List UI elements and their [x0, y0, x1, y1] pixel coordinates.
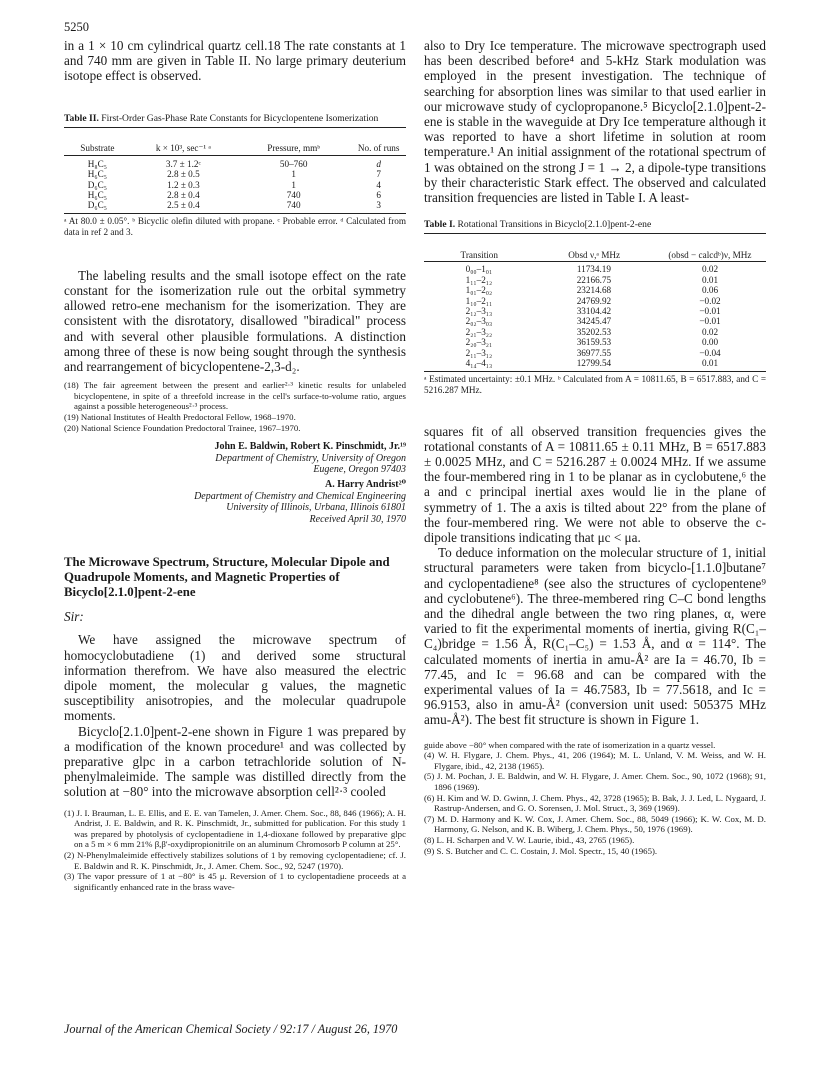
footnote: (8) L. H. Scharpen and V. W. Laurie, ibid., 43, 2765 (1965).: [424, 834, 635, 845]
footnote: (20) National Science Foundation Predoctoral Trainee, 1967–1970.: [64, 422, 301, 433]
table-cell: −0.04: [699, 347, 721, 358]
received-date: Received April 30, 1970: [309, 513, 406, 525]
table-cell: 2₀₂–3₀₃: [465, 316, 493, 327]
table-cell: D₆C₅: [87, 200, 107, 211]
author-signature: [64, 441, 406, 525]
table-row: [424, 358, 766, 368]
table-cell: −0.01: [699, 316, 721, 327]
table-cell: 0.02: [701, 264, 719, 275]
table-cell: −0.02: [699, 295, 721, 306]
table-2-grid: [64, 130, 406, 154]
table-cell: 4₁₄–4₁₃: [465, 358, 493, 369]
paragraph: Bicyclo[2.1.0]pent-2-ene shown in Figure 1 was prepared by a modification of the known procedure¹ and was collected by preparative glpc in a carbon tetrachloride solution of N-phenylmaleimide. The sample was distilled directly from the solution at −80° into the microwave absorption cell²·³ cooled: [64, 723, 406, 800]
table-2-caption: First-Order Gas-Phase Rate Constants for Bicyclopentene Isomerization: [101, 112, 379, 124]
table-cell: 12799.54: [576, 358, 612, 369]
table-2-body: [64, 159, 406, 211]
table-cell: H₆C₅: [87, 169, 107, 180]
table-1-header: Transition: [460, 250, 498, 261]
journal-footer: Journal of the American Chemical Society / 92:17 / August 26, 1970: [64, 1022, 398, 1036]
table-cell: 22166.75: [576, 274, 612, 285]
signature-place: Eugene, Oregon 97403: [313, 464, 406, 476]
footnote: (7) M. D. Harmony and K. W. Cox, J. Amer. Chem. Soc., 88, 5049 (1966); K. W. Cox, M. D. Harmony, G. Nelson, and K. B. Wiberg, J. Chem. Phys., 50, 1976 (1969).: [424, 813, 766, 835]
signature-dept: Department of Chemistry, University of Oregon: [215, 452, 406, 464]
table-cell: 1₀₁–2₀₂: [465, 285, 493, 296]
table-1-body: [424, 264, 766, 368]
table-row: [424, 264, 766, 274]
table-cell: 0.01: [701, 358, 719, 369]
footnote: (1) J. I. Brauman, L. E. Ellis, and E. E. van Tamelen, J. Amer. Chem. Soc., 88, 846 (1966); A. H. Andrist, J. E. Baldwin, and R. K. Pinschmidt, Jr., submitted for publication. For this study 1 was prepared by photolysis of cyclopentadiene in 1,4-dioxane followed by preparative glpc on a 5 m × 6 mm 21% β,β'-oxydipropionitrile on an aluminum Chromosorb P column at 25°.: [64, 807, 406, 850]
table-cell: 3.7 ± 1.2ᶜ: [165, 158, 201, 169]
table-2: [64, 113, 406, 238]
table-cell: 1: [291, 169, 296, 180]
table-row: [424, 316, 766, 326]
table-1-header: (obsd − calcdᵇ)ν, MHz: [668, 250, 752, 261]
table-1-caption: Rotational Transitions in Bicyclo[2.1.0]pent-2-ene: [457, 219, 652, 231]
table-cell: 0.06: [701, 285, 719, 296]
table-cell: 35202.53: [576, 326, 612, 337]
intro-paragraph: in a 1 × 10 cm cylindrical quartz cell.18 The rate constants at 1 and 740 mm are given in Table II. No large primary deuterium isotope effect is observed.: [64, 38, 406, 84]
table-cell: 1₁₁–2₁₂: [465, 274, 493, 285]
table-2-header: k × 10³, sec⁻¹ ᵃ: [155, 143, 211, 154]
paragraph: To deduce information on the molecular structure of 1, initial structural parameters were taken from bicyclo-[1.1.0]butane⁷ and cyclopentadiene⁸ (see also the structures of cyclopentene⁹ and cyclobutene⁶). The three-membered ring C–C bond lengths and the dihedral angle between the two ring planes, α, were varied to fit the experimental moments of inertia, giving R(C₁–C₄)bridge = 1.56 Å, R(C₁–C₅) = 1.53 Å, and α = 114°. The calculated moments of inertia in amu-Å² are Ia = 46.70, Ib = 77.45, and Ic = 96.68 and can be compared with the experimental values of Ia = 46.7583, Ib = 77.5618, and Ic = 96.9153, also in amu-Å² (conversion unit used: 505375 MHz amu-Å²). The best fit structure is shown in Figure 1.: [424, 545, 766, 728]
paragraph: We have assigned the microwave spectrum of homocyclobutadiene (1) and derived some structural information therefrom. We have also measured the electric dipole moment, the molecular g values, the magnetic susceptibility anisotropies, and the molecular quadrupole moments.: [64, 632, 406, 724]
page-number: 5250: [64, 20, 89, 34]
table-cell: d: [376, 158, 381, 169]
table-cell: 3: [376, 200, 381, 211]
footnote: (18) The fair agreement between the present and earlier²·³ kinetic results for unlabeled bicyclopentene, in spite of a threefold increase in the cell's surface-to-volume ratio, argues against a possible heterogeneous²·³ process.: [64, 380, 406, 412]
footnote: (19) National Institutes of Health Predoctoral Fellow, 1968–1970.: [64, 412, 296, 423]
table-1-footnote: ᵃ Estimated uncertainty: ±0.1 MHz. ᵇ Calculated from A = 10811.65, B = 6517.883, and C = 5216.287 MHz.: [424, 373, 766, 395]
table-cell: 33104.42: [576, 306, 612, 317]
table-cell: 740: [286, 190, 301, 201]
table-cell: 2₁₂–3₁₃: [465, 306, 493, 317]
table-row: [424, 327, 766, 337]
table-cell: 34245.47: [576, 316, 612, 327]
salutation: Sir:: [64, 609, 84, 625]
table-cell: 0₀₀–1₀₁: [465, 264, 493, 275]
table-cell: H₈C₅: [87, 158, 107, 169]
table-1: [424, 219, 766, 395]
footnote: (2) N-Phenylmaleimide effectively stabilizes solutions of 1 by removing cyclopentadiene; cf. J. E. Baldwin and R. K. Pinschmidt, Jr., J. Amer. Chem. Soc., 92, 5247 (1970).: [64, 849, 406, 871]
table-cell: 740: [286, 200, 301, 211]
signature-authors: John E. Baldwin, Robert K. Pinschmidt, Jr.¹⁹: [214, 441, 406, 453]
labeling-paragraph: The labeling results and the small isotope effect on the rate constant for the isomerization rule out the orbital symmetry allowed retro-ene mechanism for the isomerization. They are consistent with the disrotatory, disallowed "biradical" process and with several other plausible formulations. A distinction among three of these is now being sought through the synthesis and rearrangement of bicyclopentene-2,3-d₂.: [64, 267, 406, 375]
table-cell: 1₁₀–2₁₁: [465, 295, 493, 306]
table-1-header: Obsd ν,ᵃ MHz: [568, 250, 621, 261]
signature-dept: Department of Chemistry and Chemical Engineering: [194, 490, 406, 502]
table-row: [64, 159, 406, 169]
paragraph: squares fit of all observed transition frequencies gives the rotational constants of A = 10811.65 ± 0.11 MHz, B = 6517.883 ± 0.0025 MHz, and C = 5216.287 ± 0.0024 MHz. If we assume the four-membered ring in 1 to be planar as in cyclobutene,⁶ the a and c principal inertial axes would lie in the plane of symmetry of 1. The a axis is tilted about 22° from the plane of the four-membered ring. We were not able to observe the c-dipole transitions indicating that μc < μa.: [424, 423, 766, 545]
left-column: [64, 38, 406, 892]
footnotes-bottom: [64, 808, 406, 893]
footnotes-top: [64, 380, 406, 433]
table-2-header: Pressure, mmᵇ: [267, 143, 321, 154]
table-cell: 4: [376, 179, 381, 190]
table-row: [64, 180, 406, 190]
table-cell: 2.5 ± 0.4: [167, 200, 200, 211]
signature-authors: A. Harry Andrist²⁰: [325, 479, 406, 491]
table-cell: 50–760: [279, 158, 308, 169]
table-cell: 36977.55: [576, 347, 612, 358]
table-cell: 0.01: [701, 274, 719, 285]
table-row: [424, 285, 766, 295]
table-2-footnote: ᵃ At 80.0 ± 0.05°. ᵇ Bicyclic olefin diluted with propane. ᶜ Probable error. ᵈ Calculated from data in ref 2 and 3.: [64, 215, 406, 237]
table-cell: 2₂₀–3₂₁: [465, 337, 493, 348]
table-cell: 36159.53: [576, 337, 612, 348]
table-row: [64, 200, 406, 210]
table-row: [424, 275, 766, 285]
table-2-header: No. of runs: [357, 143, 400, 154]
footnote: (3) The vapor pressure of 1 at −80° is 45 μ. Reversion of 1 to cyclopentadiene proceeds at a significantly enhanced rate in the brass wave-: [64, 871, 406, 892]
table-row: [424, 306, 766, 316]
table-2-header: Substrate: [80, 143, 115, 154]
table-cell: 0.02: [701, 326, 719, 337]
table-row: [424, 296, 766, 306]
table-cell: 24769.92: [576, 295, 612, 306]
table-cell: 2.8 ± 0.5: [167, 169, 200, 180]
table-cell: 2.8 ± 0.4: [167, 190, 200, 201]
signature-place: University of Illinois, Urbana, Illinois 61801: [226, 502, 406, 514]
table-cell: −0.01: [699, 306, 721, 317]
footnotes-right: [424, 740, 766, 857]
footnote: (9) S. S. Butcher and C. C. Costain, J. Mol. Spectr., 15, 40 (1965).: [424, 845, 658, 856]
table-1-label: Table I.: [424, 219, 456, 231]
table-cell: 7: [376, 169, 381, 180]
table-row: [424, 337, 766, 347]
table-cell: 23214.68: [576, 285, 612, 296]
paragraph: also to Dry Ice temperature. The microwave spectrograph used has been described before⁴ and 5-kHz Stark modulation was employed in the present investigation. The technique of searching for absorption lines was similar to that used earlier in our microwave study of cyclopropanone.⁵ Bicyclo[2.1.0]pent-2-ene is stable in the waveguide at Dry Ice temperature although it was reported to have a short lifetime in solution at room temperature.¹ An initial assignment of the rotational spectrum of 1 was obtained on the strong J = 1 → 2, a dipole-type transitions by their characteristic Stark effect. The observed and calculated transition frequencies are listed in Table I. A least-: [424, 38, 766, 206]
table-cell: H₆C₅: [87, 190, 107, 201]
footnote: (6) H. Kim and W. D. Gwinn, J. Chem. Phys., 42, 3728 (1965); B. Bak, J. J. Led, L. Nygaard, J. Rastrup-Andersen, and G. O. Sorensen, J. Mol. Struct., 3, 369 (1969).: [424, 792, 766, 814]
table-cell: 1: [291, 179, 296, 190]
footnote: (4) W. H. Flygare, J. Chem. Phys., 41, 206 (1964); M. L. Unland, V. M. Weiss, and W. H. Flygare, ibid., 42, 2138 (1965).: [424, 750, 766, 771]
footnote: guide above −80° when compared with the rate of isomerization in a quartz vessel.: [424, 739, 716, 750]
right-column: [424, 38, 766, 856]
table-1-grid: [424, 236, 766, 260]
table-cell: 0.00: [701, 337, 719, 348]
table-cell: 6: [376, 190, 381, 201]
table-row: [64, 169, 406, 179]
table-cell: 1.2 ± 0.3: [167, 179, 200, 190]
table-cell: D₆C₅: [87, 179, 107, 190]
table-cell: 2₁₁–3₁₂: [465, 347, 493, 358]
table-row: [424, 348, 766, 358]
table-row: [64, 190, 406, 200]
article-title: The Microwave Spectrum, Structure, Molecular Dipole and Quadrupole Moments, and Magnetic Properties of Bicyclo[2.1.0]pent-2-ene: [64, 555, 390, 599]
footnote: (5) J. M. Pochan, J. E. Baldwin, and W. H. Flygare, J. Amer. Chem. Soc., 90, 1072 (1968); 91, 1896 (1969).: [424, 771, 766, 792]
table-cell: 2₂₁–3₂₂: [465, 326, 493, 337]
table-2-label: Table II.: [64, 112, 99, 124]
table-cell: 11734.19: [576, 264, 611, 275]
